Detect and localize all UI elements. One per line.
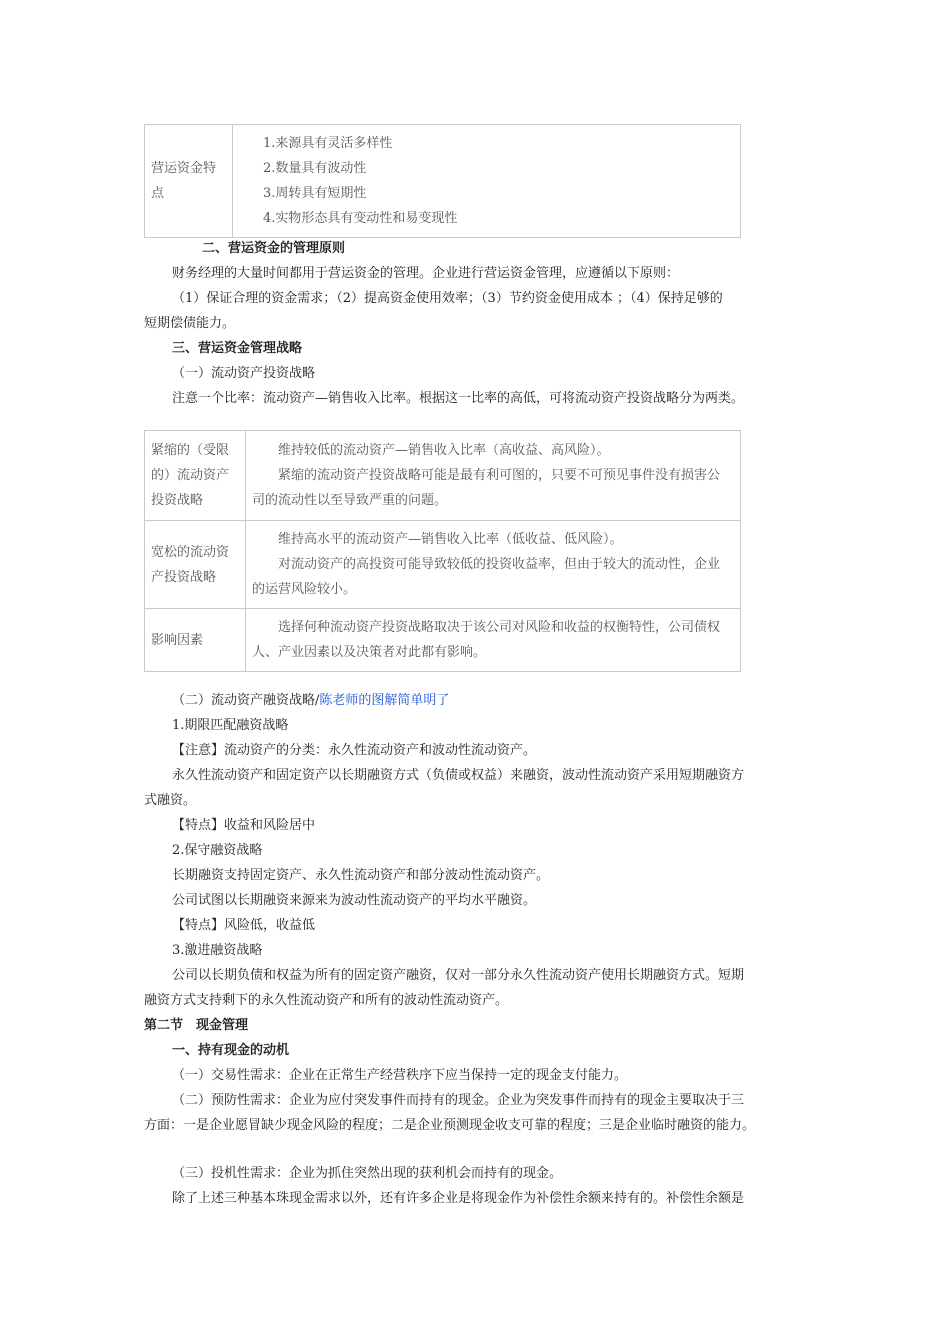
table1-item: 3.周转具有短期性 [263,186,367,201]
paragraph: （三）投机性需求：企业为抓住突然出现的获利机会而持有的现金。 [172,1166,563,1181]
paragraph: （一）交易性需求：企业在正常生产经营秩序下应当保持一定的现金支付能力。 [172,1068,628,1083]
feature-note: 【特点】风险低，收益低 [172,918,316,933]
feature-note: 【特点】收益和风险居中 [172,818,316,833]
note: 【注意】流动资产的分类：永久性流动资产和波动性流动资产。 [172,743,537,758]
strategy-label-cell [145,609,246,672]
strategy-label: 宽松的流动资产投资战略 [151,544,230,585]
table-row [145,521,741,609]
section-heading: 一、持有现金的动机 [172,1043,290,1058]
paragraph: （1）保证合理的资金需求；（2）提高资金使用效率；（3）节约资金使用成本 ；（4）保持足够的 [172,291,723,306]
strategy-desc-cell [246,609,741,672]
strategy-desc-line: 维持较低的流动资产—销售收入比率（高收益、高风险）。 [278,443,610,458]
strategy-desc-line: 对流动资产的高投资可能导致较低的投资收益率，但由于较大的流动性，企业的运营风险较小。 [252,557,721,597]
table1-item: 4.实物形态具有变动性和易变现性 [263,211,458,226]
paragraph: （二）预防性需求：企业为应付突发事件而持有的现金。企业为突发事件而持有的现金主要取决于三 [172,1093,745,1108]
paragraph: 方面：一是企业愿冒缺少现金风险的程度；二是企业预测现金收支可靠的程度；三是企业临时融资的能力。 [144,1118,756,1133]
paragraph: 财务经理的大量时间都用于营运资金的管理。企业进行营运资金管理，应遵循以下原则： [172,266,680,281]
current-asset-investment-strategy-table [144,430,741,672]
table1-item: 2.数量具有波动性 [263,161,367,176]
table-row [145,431,741,521]
item-title: 1.期限匹配融资战略 [172,718,289,733]
subheading: （一）流动资产投资战略 [172,366,316,381]
table1-label-cell [145,125,233,238]
paragraph: 式融资。 [144,793,197,808]
table1-items-cell [233,125,741,238]
item-title: 2.保守融资战略 [172,843,263,858]
strategy-desc-line: 选择何种流动资产投资战略取决于该公司对风险和收益的权衡特性，公司债权人、产业因素以及决策者对此都有影响。 [252,620,721,660]
subheading [172,688,449,713]
strategy-label: 紧缩的（受限的）流动资产投资战略 [151,443,230,508]
table1-item: 1.来源具有灵活多样性 [263,136,393,151]
subheading-text: （二）流动资产融资战略/ [172,693,320,708]
item-title: 3.激进融资战略 [172,943,263,958]
strategy-desc-cell [246,521,741,609]
strategy-desc-line: 紧缩的流动资产投资战略可能是最有利可图的，只要不可预见事件没有损害公司的流动性以至导致严重的问题。 [252,468,721,508]
paragraph: 注意一个比率：流动资产—销售收入比率。根据这一比率的高低，可将流动资产投资战略分为两类。 [172,391,745,406]
paragraph: 长期融资支持固定资产、永久性流动资产和部分波动性流动资产。 [172,868,550,883]
paragraph: 除了上述三种基本珠现金需求以外，还有许多企业是将现金作为补偿性余额来持有的。补偿性余额是 [172,1191,745,1206]
paragraph: 公司试图以长期融资来源来为波动性流动资产的平均水平融资。 [172,893,537,908]
section-heading: 二、营运资金的管理原则 [202,241,346,256]
chapter-heading: 第二节 现金管理 [144,1018,249,1033]
section-heading: 三、营运资金管理战略 [172,341,303,356]
strategy-desc-cell [246,431,741,521]
strategy-label-cell [145,431,246,521]
paragraph: 永久性流动资产和固定资产以长期融资方式（负债或权益）来融资，波动性流动资产采用短期融资方 [172,768,745,783]
strategy-label: 影响因素 [151,632,204,648]
paragraph: 短期偿债能力。 [144,316,236,331]
paragraph: 公司以长期负债和权益为所有的固定资产融资，仅对一部分永久性流动资产使用长期融资方式。短期 [172,968,745,983]
paragraph: 融资方式支持剩下的永久性流动资产和所有的波动性流动资产。 [144,993,509,1008]
strategy-label-cell [145,521,246,609]
table1-label: 营运资金特点 [151,161,217,201]
strategy-desc-line: 维持高水平的流动资产—销售收入比率（低收益、低风险）。 [278,532,623,547]
diagram-link[interactable]: 陈老师的图解简单明了 [319,693,450,708]
table-row [145,609,741,672]
working-capital-features-table [144,124,741,238]
